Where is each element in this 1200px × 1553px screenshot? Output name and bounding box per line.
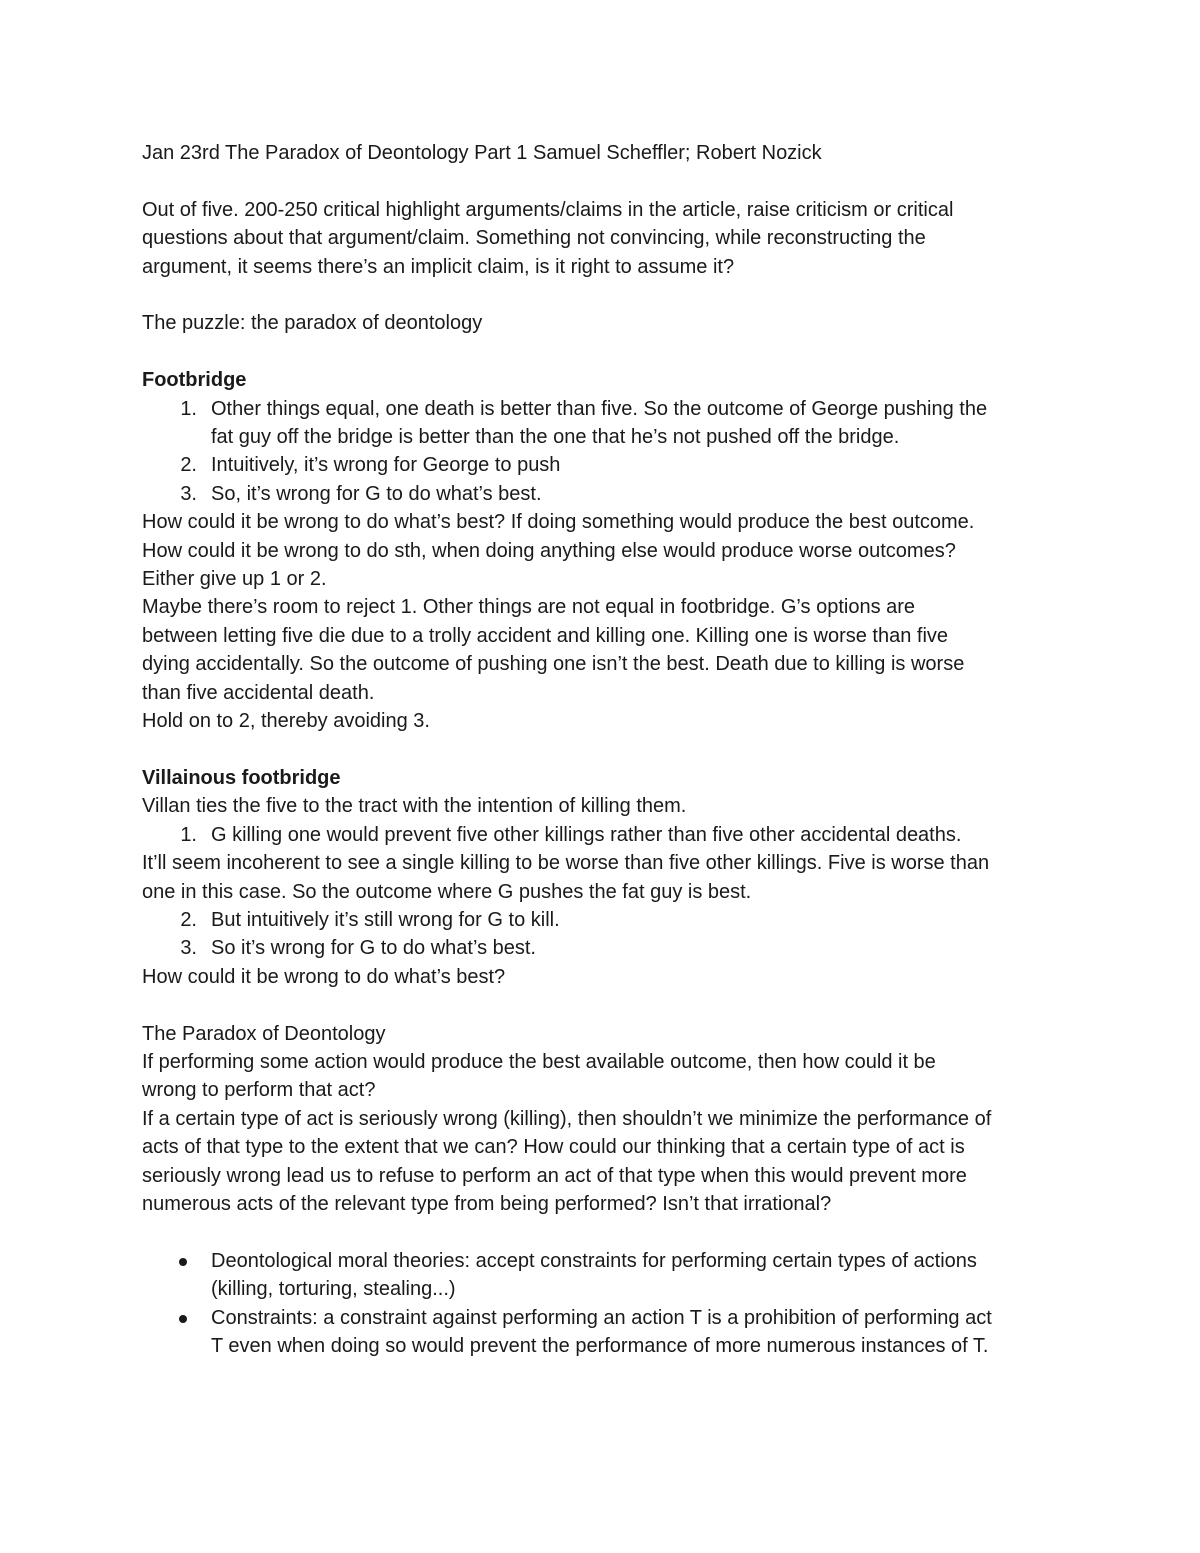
list-item-text: Intuitively, it’s wrong for George to push — [211, 454, 561, 477]
list-number: 2. — [180, 908, 197, 931]
paragraph-line: Villan ties the five to the tract with the intention of killing them. — [142, 795, 687, 818]
paragraph-line: numerous acts of the relevant type from being performed? Isn’t that irrational? — [142, 1192, 832, 1215]
bullet-icon — [179, 1315, 187, 1323]
list-item — [142, 934, 1072, 962]
bullet-list — [142, 1247, 1072, 1361]
paragraph-line: seriously wrong lead us to refuse to perform an act of that type when this would prevent more — [142, 1164, 967, 1187]
paragraph-line: than five accidental death. — [142, 681, 375, 704]
paragraph-line: Hold on to 2, thereby avoiding 3. — [142, 710, 430, 733]
list-number: 1. — [180, 823, 197, 846]
villainous-list-part1 — [142, 821, 1072, 849]
list-number: 3. — [180, 482, 197, 505]
bullet-text: Constraints: a constraint against performing an action T is a prohibition of performing act — [211, 1306, 992, 1329]
villainous-list-part2 — [142, 906, 1072, 963]
paragraph-line: acts of that type to the extent that we can? How could our thinking that a certain type of act is — [142, 1136, 965, 1159]
list-number: 2. — [180, 454, 197, 477]
document-title: Jan 23rd The Paradox of Deontology Part 1 Samuel Scheffler; Robert Nozick — [142, 142, 822, 164]
paragraph-line: It’ll seem incoherent to see a single killing to be worse than five other killings. Five is worse than — [142, 852, 990, 875]
paragraph-line: dying accidentally. So the outcome of pushing one isn’t the best. Death due to killing is worse — [142, 653, 965, 676]
paragraph-line: one in this case. So the outcome where G pushes the fat guy is best. — [142, 880, 752, 903]
bullet-item — [142, 1247, 1072, 1304]
spacer — [142, 167, 1072, 195]
document-page — [142, 139, 1072, 1360]
list-item — [142, 480, 1072, 508]
spacer — [142, 338, 1072, 366]
footbridge-heading: Footbridge — [142, 369, 247, 392]
paradox-heading: The Paradox of Deontology — [142, 1022, 386, 1045]
paragraph-line: between letting five die due to a trolly accident and killing one. Killing one is worse than five — [142, 624, 949, 647]
spacer — [142, 281, 1072, 309]
puzzle-line: The puzzle: the paradox of deontology — [142, 312, 483, 335]
villainous-heading: Villainous footbridge — [142, 766, 341, 789]
list-item — [142, 451, 1072, 479]
intro-line: argument, it seems there’s an implicit claim, is it right to assume it? — [142, 255, 735, 278]
list-item-text: But intuitively it’s still wrong for G to kill. — [211, 908, 560, 931]
paragraph-line: Maybe there’s room to reject 1. Other things are not equal in footbridge. G’s options are — [142, 596, 916, 619]
bullet-text: Deontological moral theories: accept constraints for performing certain types of actions — [211, 1249, 977, 1272]
paragraph-line: How could it be wrong to do what’s best? If doing something would produce the best outcome. — [142, 511, 975, 534]
bullet-item — [142, 1304, 1072, 1361]
list-number: 1. — [180, 397, 197, 420]
footbridge-list — [142, 395, 1072, 509]
bullet-icon — [179, 1258, 187, 1266]
list-item-text: So it’s wrong for G to do what’s best. — [211, 937, 536, 960]
spacer — [142, 1218, 1072, 1246]
list-item — [142, 821, 1072, 849]
list-item — [142, 395, 1072, 452]
list-item-text: So, it’s wrong for G to do what’s best. — [211, 482, 542, 505]
paragraph-line: If a certain type of act is seriously wrong (killing), then shouldn’t we minimize the performance of — [142, 1107, 992, 1130]
intro-line: Out of five. 200-250 critical highlight arguments/claims in the article, raise criticism or critical — [142, 198, 954, 221]
paragraph-line: If performing some action would produce the best available outcome, then how could it be — [142, 1050, 936, 1073]
list-item — [142, 906, 1072, 934]
paragraph-line: How could it be wrong to do sth, when doing anything else would produce worse outcomes? — [142, 539, 956, 562]
list-item-text: Other things equal, one death is better than five. So the outcome of George pushing the — [211, 397, 988, 420]
bullet-text: T even when doing so would prevent the performance of more numerous instances of T. — [211, 1334, 989, 1357]
list-item-text: fat guy off the bridge is better than the one that he’s not pushed off the bridge. — [211, 426, 900, 449]
spacer — [142, 735, 1072, 763]
bullet-text: (killing, torturing, stealing...) — [211, 1278, 456, 1301]
list-number: 3. — [180, 937, 197, 960]
list-item-text: G killing one would prevent five other killings rather than five other accidental deaths. — [211, 823, 962, 846]
spacer — [142, 991, 1072, 1019]
intro-line: questions about that argument/claim. Something not convincing, while reconstructing the — [142, 227, 926, 250]
paragraph-line: How could it be wrong to do what’s best? — [142, 965, 506, 988]
paragraph-line: wrong to perform that act? — [142, 1079, 376, 1102]
paragraph-line: Either give up 1 or 2. — [142, 568, 327, 591]
